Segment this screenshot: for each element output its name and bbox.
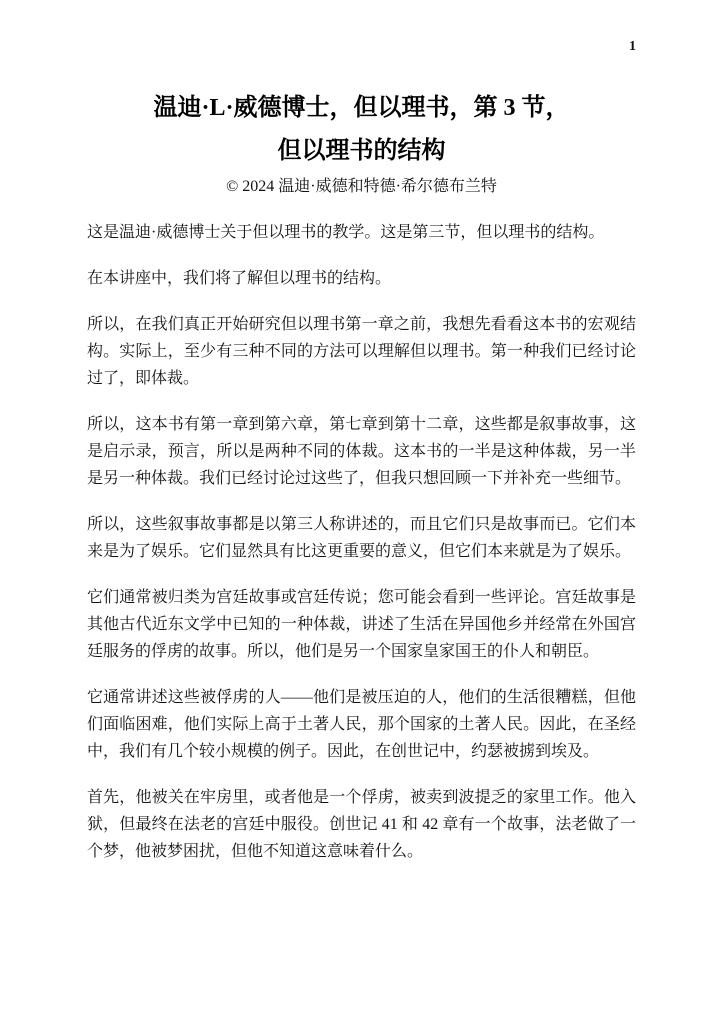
document-body	[87, 219, 636, 865]
page-number: 1	[629, 39, 636, 54]
paragraph-8: 首先，他被关在牢房里，或者他是一个俘虏，被卖到波提乏的家里工作。他入狱，但最终在法老的宫廷中服役。创世记 41 和 42 章有一个故事，法老做了一个梦，他被梦困扰，但他不知道这意味着什么。	[87, 789, 636, 860]
paragraph-2: 在本讲座中，我们将了解但以理书的结构。	[87, 270, 392, 287]
document-title	[87, 87, 636, 173]
paragraph-1: 这是温迪·威德博士关于但以理书的教学。这是第三节，但以理书的结构。	[87, 224, 605, 241]
paragraph-6: 它们通常被归类为宫廷故事或宫廷传说；您可能会看到一些评论。宫廷故事是其他古代近东文学中已知的一种体裁，讲述了生活在异国他乡并经常在外国宫廷服务的俘虏的故事。所以，他们是另一个国家皇家国王的仆人和朝臣。	[87, 589, 636, 660]
title-line-1: 温迪·L·威德博士，但以理书，第 3 节，	[153, 95, 570, 121]
paragraph-3: 所以，在我们真正开始研究但以理书第一章之前，我想先看看这本书的宏观结构。实际上，至少有三种不同的方法可以理解但以理书。第一种我们已经讨论过了，即体裁。	[87, 316, 636, 387]
paragraph-4: 所以，这本书有第一章到第六章，第七章到第十二章，这些都是叙事故事，这是启示录，预言，所以是两种不同的体裁。这本书的一半是这种体裁，另一半是另一种体裁。我们已经讨论过这些了，但我只想回顾一下并补充一些细节。	[87, 416, 636, 487]
title-line-2: 但以理书的结构	[277, 138, 446, 164]
paragraph-5: 所以，这些叙事故事都是以第三人称讲述的，而且它们只是故事而已。它们本来是为了娱乐。它们显然具有比这更重要的意义，但它们本来就是为了娱乐。	[87, 516, 636, 560]
copyright-line: © 2024 温迪·威德和特德·希尔德布兰特	[226, 178, 497, 195]
paragraph-7: 它通常讲述这些被俘虏的人——他们是被压迫的人，他们的生活很糟糕，但他们面临困难，他们实际上高于土著人民，那个国家的土著人民。因此，在圣经中，我们有几个较小规模的例子。因此，在创世记中，约瑟被掳到埃及。	[87, 689, 636, 760]
